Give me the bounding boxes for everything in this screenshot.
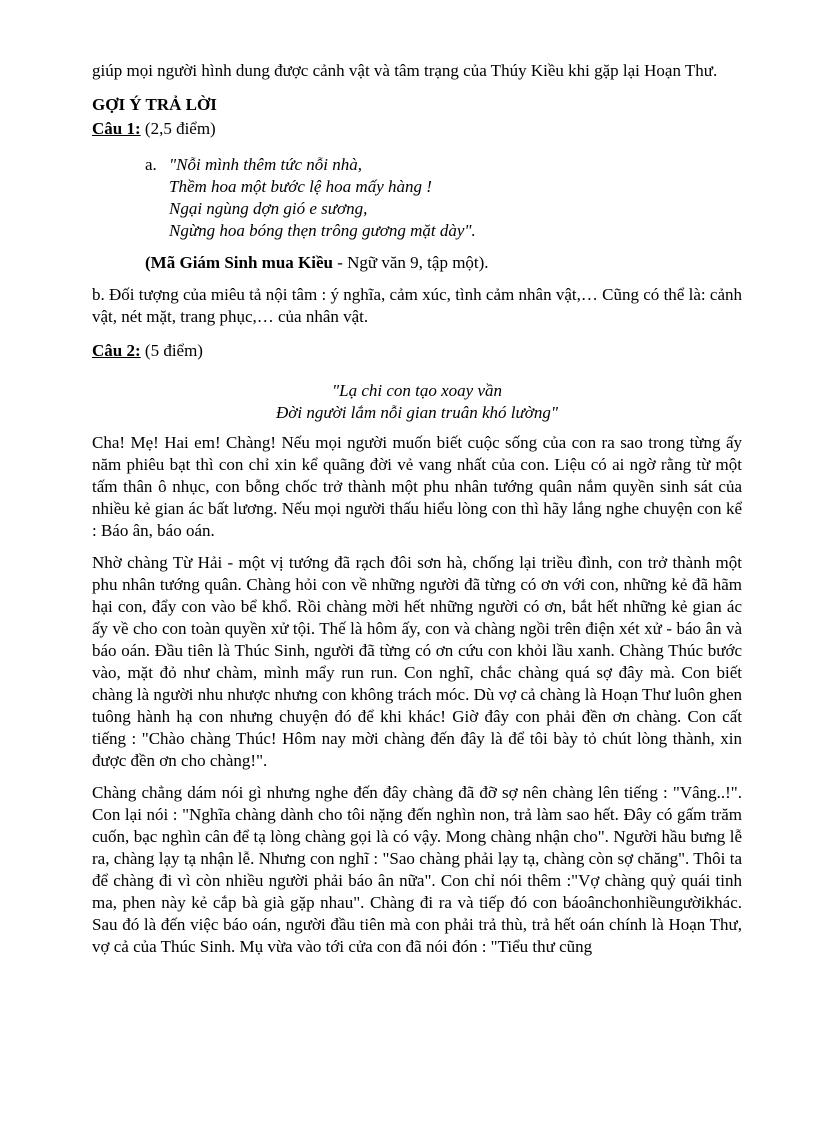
document-content: [92, 60, 742, 968]
source-rest: - Ngữ văn 9, tập một).: [332, 253, 489, 272]
story-paragraph: Cha! Mẹ! Hai em! Chàng! Nếu mọi người muốn biết cuộc sống của con ra sao trong từng ấy năm phiêu bạt thì con chỉ xin kể quãng đời vẻ vang nhất của con. Liệu có ai ngờ rằng từ một tấm thân ô nhục, con bỗng chốc trở thành một phu nhân tướng quân nắm quyền sinh sát của nhiều kẻ gian ác bất lương. Nếu mọi người thấu hiểu lòng con thì hãy lắng nghe chuyện con kể : Báo ân, báo oán.: [92, 433, 742, 540]
question-1-points: (2,5 điểm): [140, 119, 216, 138]
question-1-label: Câu 1:: [92, 119, 141, 138]
answer-b-paragraph: b. Đối tượng của miêu tả nội tâm : ý nghĩa, cảm xúc, tình cảm nhân vật,… Cũng có thể là: cảnh vật, nét mặt, trang phục,… của nhân vật.: [92, 285, 742, 326]
poem-line: Thềm hoa một bước lệ hoa mấy hàng !: [169, 177, 432, 196]
poem-marker: a.: [145, 155, 157, 174]
poem-line: Ngại ngùng dợn gió e sương,: [169, 199, 368, 218]
centered-quote: [92, 380, 742, 424]
source-open: (: [145, 253, 151, 272]
question-2-points: (5 điểm): [140, 341, 203, 360]
question-2-line: [92, 340, 742, 362]
question-2-label: Câu 2:: [92, 341, 141, 360]
poem-line: Ngừng hoa bóng thẹn trông gương mặt dày".: [169, 221, 476, 240]
poem-line: "Nỗi mình thêm tức nỗi nhà,: [169, 155, 363, 174]
question-1-line: [92, 118, 742, 140]
answer-heading: GỢI Ý TRẢ LỜI: [92, 95, 217, 114]
source-title: Mã Giám Sinh mua Kiều: [150, 253, 333, 272]
intro-paragraph: giúp mọi người hình dung được cảnh vật và tâm trạng của Thúy Kiều khi gặp lại Hoạn Thư.: [92, 61, 718, 80]
story-paragraph: Chàng chẳng dám nói gì nhưng nghe đến đây chàng đã đỡ sợ nên chàng lên tiếng : "Vâng..!". Con lại nói : "Nghĩa chàng dành cho tôi nặng đến nghìn non, trả làm sao hết. Đây có gấm trăm cuốn, bạc nghìn cân để tạ lòng chàng gọi là có vậy. Mong chàng nhận cho". Người hầu bưng lễ ra, chàng lạy tạ nhận lễ. Nhưng con nghĩ : "Sao chàng phải lạy tạ, chàng còn sợ chăng". Thôi ta để chàng đi vì còn nhiều người phải báo ân nữa". Con chỉ nói thêm :"Vợ chàng quỷ quái tinh ma, phen này kẻ cắp bà già gặp nhau". Chàng đi ra và tiếp đó con báoânchonhiềungườikhác. Sau đó là đến việc báo oán, người đầu tiên mà con phải trả thù, trả hết oán chính là Hoạn Thư, vợ cả của Thúc Sinh. Mụ vừa vào tới cửa con đã nói đón : "Tiểu thư cũng: [92, 783, 742, 956]
quote-line: Đời người lắm nỗi gian truân khó lường": [276, 403, 558, 422]
quote-line: "Lạ chi con tạo xoay vần: [331, 381, 503, 400]
poem-excerpt: [145, 154, 742, 242]
story-paragraph: Nhờ chàng Từ Hải - một vị tướng đã rạch đôi sơn hà, chống lại triều đình, con trở thành một phu nhân tướng quân. Chàng hỏi con về những người đã từng có ơn với con, những kẻ đã hãm hại con, đẩy con vào bể khổ. Rồi chàng mời hết những người có ơn, bắt hết những kẻ gian ác ấy về cho con toàn quyền xử tội. Thế là hôm ấy, con và chàng ngồi trên điện xét xử - báo ân và báo oán. Đầu tiên là Thúc Sinh, người đã từng có ơn cứu con khỏi lầu xanh. Chàng Thúc bước vào, mặt đỏ như chàm, mình mẩy run run. Con nghĩ, chắc chàng quá sợ đây mà. Con biết chàng là người nhu nhược nhưng con không trách móc. Dù vợ cả chàng là Hoạn Thư luôn ghen tuông hành hạ con nhưng chuyện đó để khi khác! Giờ đây con phải đền ơn chàng. Con cất tiếng : "Chào chàng Thúc! Hôm nay mời chàng đến đây là để tôi bày tỏ chút lòng thành, xin được đền ơn cho chàng!".: [92, 553, 742, 770]
poem-source: [145, 252, 742, 274]
